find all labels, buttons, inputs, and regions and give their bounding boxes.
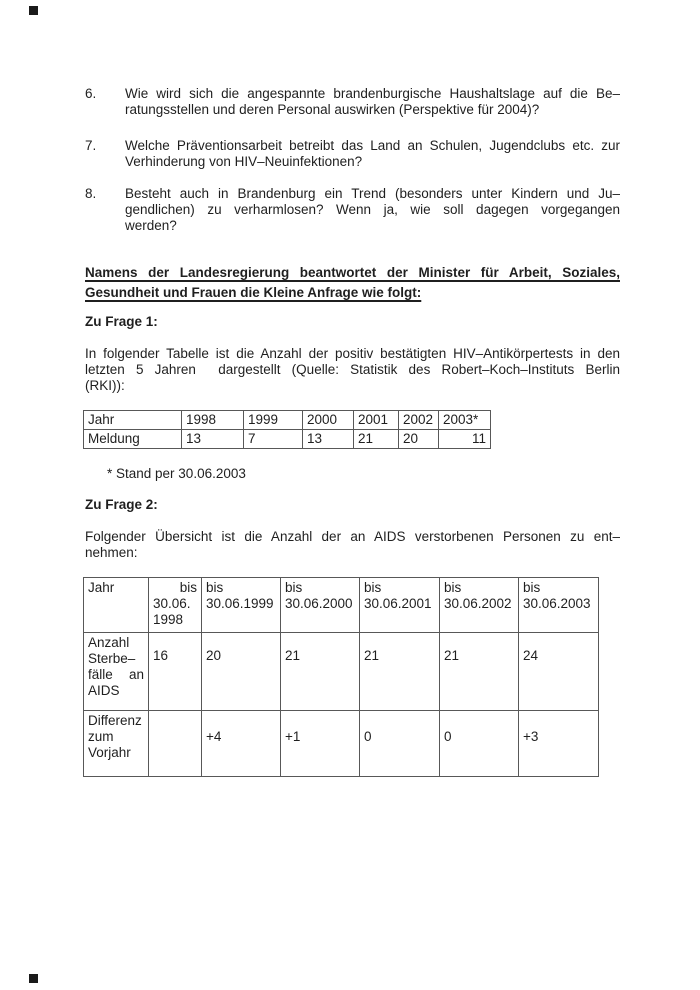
- hiv-tests-header-row: [84, 411, 491, 430]
- table-cell: 21: [354, 430, 399, 449]
- table-cell: +4: [202, 711, 281, 777]
- header-line: 30.06.2003: [523, 596, 591, 611]
- table-cell: [149, 578, 202, 633]
- row-label-line: AIDS: [88, 683, 120, 698]
- header-line: 1998: [153, 612, 184, 627]
- table-cell: 2000: [303, 411, 354, 430]
- question-6-line-2: ratungsstellen und deren Personal auswirken (Perspektive für 2004)?: [125, 102, 540, 117]
- header-line: bis: [179, 580, 197, 595]
- table-cell: 24: [519, 633, 599, 711]
- header-line: 30.06.2001: [364, 596, 432, 611]
- question-6: [85, 86, 620, 118]
- header-line: bis: [444, 580, 462, 595]
- table-cell: Meldung: [84, 430, 182, 449]
- table-cell: [281, 578, 360, 633]
- question-8-line-1: Besteht auch in Brandenburg ein Trend (besonders unter Kindern und Ju–: [125, 186, 620, 201]
- table-cell: [360, 578, 440, 633]
- frage2-paragraph: [85, 529, 620, 561]
- header-line: 30.06.2000: [285, 596, 353, 611]
- aids-deaths-count-row: [84, 633, 599, 711]
- frage2-para-line-1: Folgender Übersicht ist die Anzahl der an AIDS verstorbenen Personen zu ent–: [85, 529, 620, 544]
- hiv-tests-table: [83, 410, 491, 449]
- question-7-line-1: Welche Präventionsarbeit betreibt das Land an Schulen, Jugendclubs etc. zur: [125, 138, 620, 153]
- row-label-line: Sterbe–: [88, 651, 136, 666]
- question-7-line-2: Verhinderung von HIV–Neuinfektionen?: [125, 154, 363, 169]
- frage1-para-line-3: (RKI)):: [85, 378, 125, 393]
- table-cell: Jahr: [84, 411, 182, 430]
- question-6-line-1: Wie wird sich die angespannte brandenburgische Haushaltslage auf die Be–: [125, 86, 620, 101]
- question-6-number: 6.: [85, 86, 97, 101]
- table-cell: 21: [281, 633, 360, 711]
- frage2-para-line-2: nehmen:: [85, 545, 138, 560]
- table-cell: [84, 633, 149, 711]
- question-7: [85, 138, 620, 170]
- table-cell: 1999: [244, 411, 303, 430]
- scan-registration-mark-top: [29, 6, 38, 15]
- header-line: 30.06.2002: [444, 596, 512, 611]
- frage1-heading: Zu Frage 1:: [85, 314, 158, 329]
- table-cell: 21: [360, 633, 440, 711]
- question-8-line-3: werden?: [125, 218, 177, 233]
- table-cell: 13: [303, 430, 354, 449]
- question-8-number: 8.: [85, 186, 97, 201]
- scan-registration-mark-bottom: [29, 974, 38, 983]
- question-8: [85, 186, 620, 234]
- header-line: bis: [523, 580, 541, 595]
- table-cell: 2001: [354, 411, 399, 430]
- table-cell: [149, 711, 202, 777]
- header-line: bis: [364, 580, 382, 595]
- table-cell: [84, 711, 149, 777]
- aids-deaths-diff-row: [84, 711, 599, 777]
- row-label-line: fälle an: [88, 667, 144, 682]
- row-label-line: Differenz: [88, 713, 142, 728]
- answer-intro-line-2: Gesundheit und Frauen die Kleine Anfrage wie folgt:: [85, 285, 422, 300]
- table-cell: [440, 578, 519, 633]
- header-line: 30.06.: [153, 596, 191, 611]
- aids-deaths-table: [83, 577, 599, 777]
- table-cell: +1: [281, 711, 360, 777]
- table-cell: 2002: [399, 411, 439, 430]
- question-8-line-2: gendlichen) zu verharmlosen? Wenn ja, wie soll dagegen vorgegangen: [125, 202, 620, 217]
- table-cell: 0: [360, 711, 440, 777]
- row-label-line: Vorjahr: [88, 745, 131, 760]
- header-line: 30.06.1999: [206, 596, 274, 611]
- table-cell: 11: [439, 430, 491, 449]
- table-cell: Jahr: [84, 578, 149, 633]
- table-cell: 7: [244, 430, 303, 449]
- table-cell: 0: [440, 711, 519, 777]
- frage1-paragraph: [85, 346, 620, 394]
- frage1-para-line-1: In folgender Tabelle ist die Anzahl der positiv bestätigten HIV–Antikörpertests in den: [85, 346, 620, 361]
- table-footnote: * Stand per 30.06.2003: [107, 466, 246, 481]
- hiv-tests-data-row: [84, 430, 491, 449]
- table-cell: [202, 578, 281, 633]
- frage2-heading: Zu Frage 2:: [85, 497, 158, 512]
- frage1-para-line-2: letzten 5 Jahren dargestellt (Quelle: Statistik des Robert–Koch–Instituts Berlin: [85, 362, 620, 377]
- table-cell: +3: [519, 711, 599, 777]
- table-cell: 2003*: [439, 411, 491, 430]
- table-cell: 20: [202, 633, 281, 711]
- table-cell: [519, 578, 599, 633]
- table-cell: 21: [440, 633, 519, 711]
- table-cell: 13: [182, 430, 244, 449]
- aids-deaths-header-row: [84, 578, 599, 633]
- table-cell: 16: [149, 633, 202, 711]
- header-line: bis: [206, 580, 224, 595]
- answer-intro: [85, 263, 620, 303]
- header-line: bis: [285, 580, 303, 595]
- row-label-line: zum: [88, 729, 114, 744]
- row-label-line: Anzahl: [88, 635, 130, 650]
- question-7-number: 7.: [85, 138, 97, 153]
- table-cell: 1998: [182, 411, 244, 430]
- table-cell: 20: [399, 430, 439, 449]
- answer-intro-line-1: Namens der Landesregierung beantwortet der Minister für Arbeit, Soziales,: [85, 265, 620, 280]
